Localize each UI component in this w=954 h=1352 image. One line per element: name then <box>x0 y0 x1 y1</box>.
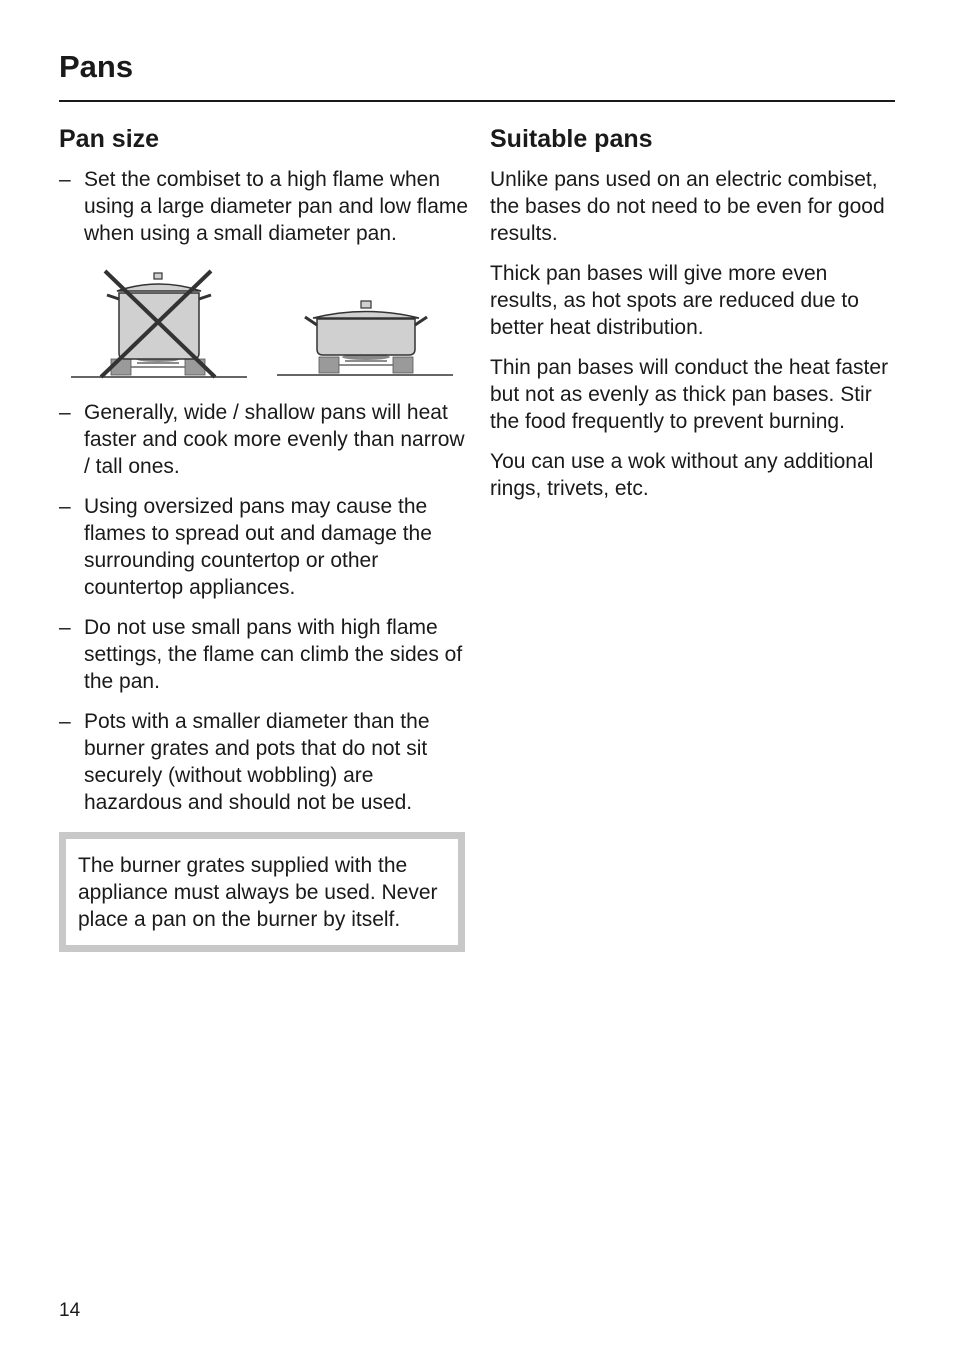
dash-marker: – <box>59 495 71 518</box>
pan-size-main-list <box>59 399 469 816</box>
paragraph: You can use a wok without any additional rings, trivets, etc. <box>490 450 874 500</box>
dash-marker: – <box>59 710 71 733</box>
pan-size-section <box>59 124 469 952</box>
list-item-text: Pots with a smaller diameter than the burner grates and pots that do not sit securely (without wobbling) are hazardous and should not be used. <box>84 710 430 814</box>
paragraph: Thin pan bases will conduct the heat faster but not as evenly as thick pan bases. Stir the food frequently to prevent burning. <box>490 356 889 433</box>
tall-pot-crossed-icon <box>71 271 247 377</box>
dash-marker: – <box>59 168 71 191</box>
dash-marker: – <box>59 401 71 424</box>
list-item <box>59 493 469 601</box>
list-item <box>59 166 469 247</box>
warning-note-box <box>59 832 465 952</box>
title-divider <box>59 100 895 102</box>
page-number: 14 <box>59 1300 81 1321</box>
wide-pot-icon <box>277 301 453 375</box>
dash-marker: – <box>59 616 71 639</box>
page-title: Pans <box>59 49 134 84</box>
pan-size-intro-list <box>59 166 469 247</box>
list-item <box>59 708 469 816</box>
list-item-text: Set the combiset to a high flame when using a large diameter pan and low flame when using a small diameter pan. <box>84 168 469 245</box>
note-text: The burner grates supplied with the appliance must always be used. Never place a pan on the burner by itself. <box>78 854 438 931</box>
suitable-pans-heading: Suitable pans <box>490 125 653 153</box>
list-item-text: Using oversized pans may cause the flames to spread out and damage the surrounding countertop or other countertop appliances. <box>84 495 432 599</box>
paragraph: Unlike pans used on an electric combiset, the bases do not need to be even for good results. <box>490 168 885 245</box>
list-item-text: Generally, wide / shallow pans will heat faster and cook more evenly than narrow / tall ones. <box>84 401 465 478</box>
paragraph: Thick pan bases will give more even results, as hot spots are reduced due to better heat distribution. <box>490 262 859 339</box>
suitable-pans-section <box>490 124 900 515</box>
pan-size-heading: Pan size <box>59 125 160 153</box>
pan-size-illustration <box>69 269 459 387</box>
list-item <box>59 399 469 480</box>
list-item-text: Do not use small pans with high flame settings, the flame can climb the sides of the pan. <box>84 616 463 693</box>
list-item <box>59 614 469 695</box>
